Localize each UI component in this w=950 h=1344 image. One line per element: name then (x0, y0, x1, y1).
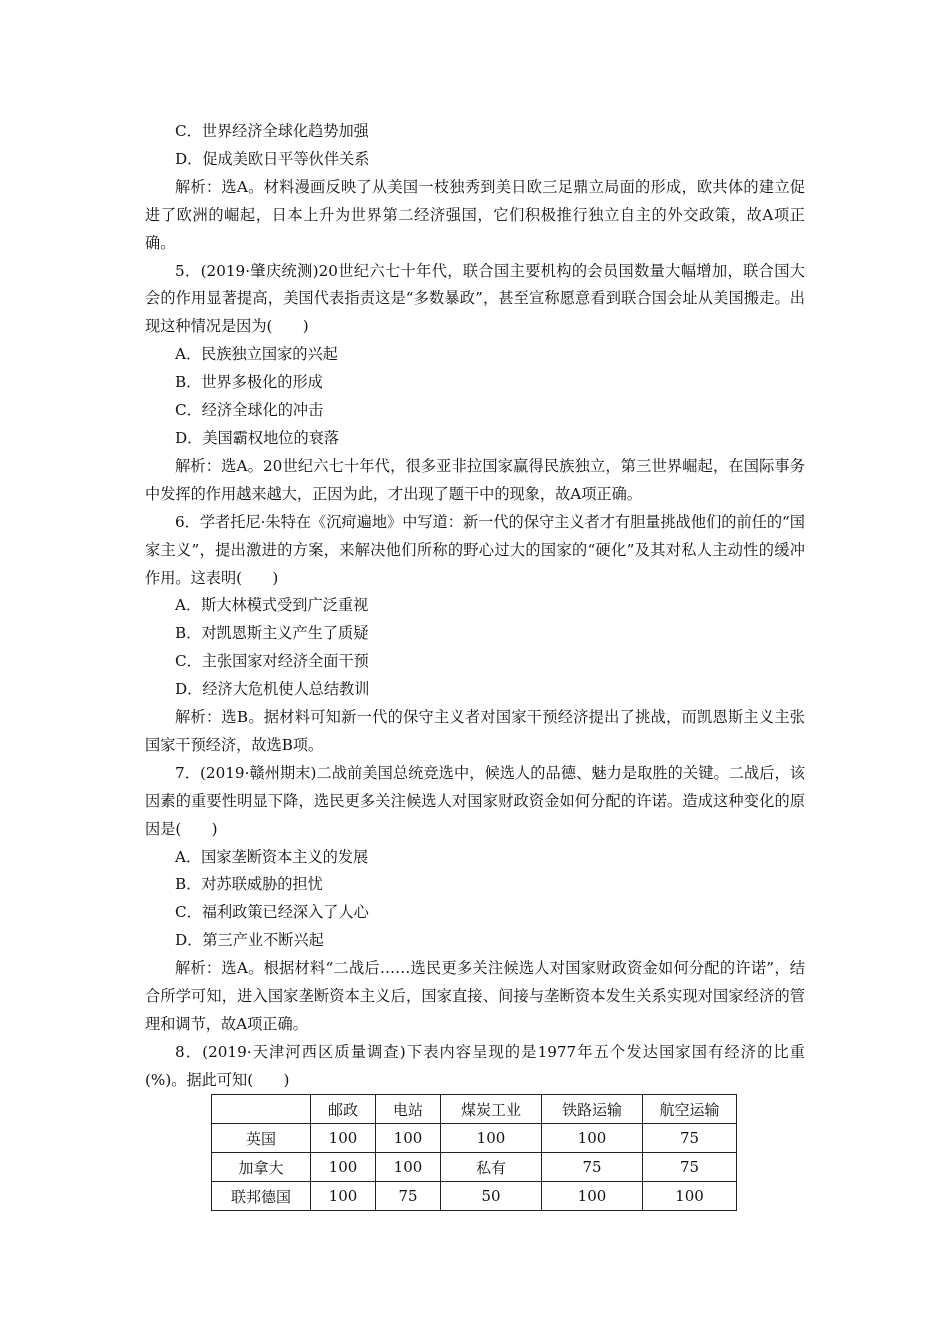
q6-analysis: 解析：选B。据材料可知新一代的保守主义者对国家干预经济提出了挑战，而凯恩斯主义主张国家干预经济，故选B项。 (145, 708, 805, 754)
table-cell: 100 (542, 1182, 643, 1211)
table-cell: 75 (542, 1153, 643, 1182)
table-row (212, 1124, 737, 1153)
table-cell: 100 (311, 1124, 376, 1153)
table-cell: 100 (311, 1153, 376, 1182)
table-header-row (212, 1095, 737, 1124)
table-cell: 加拿大 (212, 1153, 311, 1182)
table-cell: 100 (441, 1124, 542, 1153)
table-cell: 私有 (441, 1153, 542, 1182)
table-cell: 75 (643, 1153, 737, 1182)
table-row (212, 1182, 737, 1211)
q7-stem: 7．(2019·赣州期末)二战前美国总统竞选中，候选人的品德、魅力是取胜的关键。二战后，该因素的重要性明显下降，选民更多关注候选人对国家财政资金如何分配的许诺。造成这种变化的原因是( ) (145, 763, 805, 838)
table-header-cell (212, 1095, 311, 1124)
table-cell: 100 (376, 1153, 441, 1182)
table-cell: 100 (643, 1182, 737, 1211)
table-cell: 75 (376, 1182, 441, 1211)
q5-option-d: D．美国霸权地位的衰落 (175, 428, 340, 447)
q6-option-c: C．主张国家对经济全面干预 (175, 652, 369, 671)
table-header-cell: 电站 (376, 1095, 441, 1124)
table-cell: 50 (441, 1182, 542, 1211)
table-cell: 75 (643, 1124, 737, 1153)
table-row (212, 1153, 737, 1182)
q5-option-b: B．世界多极化的形成 (175, 373, 323, 392)
table-cell: 100 (542, 1124, 643, 1153)
q4-option-d: D．促成美欧日平等伙伴关系 (175, 149, 370, 168)
q7-option-b: B．对苏联威胁的担忧 (175, 875, 323, 894)
table-cell: 100 (376, 1124, 441, 1153)
q8-stem: 8．(2019·天津河西区质量调查)下表内容呈现的是1977年五个发达国家国有经济的比重(%)。据此可知( ) (145, 1042, 805, 1089)
table-cell: 100 (311, 1182, 376, 1211)
table-header-cell: 邮政 (311, 1095, 376, 1124)
table-cell: 联邦德国 (212, 1182, 311, 1211)
q6-option-a: A．斯大林模式受到广泛重视 (175, 596, 369, 615)
q6-option-d: D．经济大危机使人总结教训 (175, 680, 370, 699)
table-cell: 英国 (212, 1124, 311, 1153)
table-header-cell: 煤炭工业 (441, 1095, 542, 1124)
q4-analysis: 解析：选A。材料漫画反映了从美国一枝独秀到美日欧三足鼎立局面的形成，欧共体的建立促进了欧洲的崛起，日本上升为世界第二经济强国，它们积极推行独立自主的外交政策，故A项正确。 (145, 177, 805, 252)
q7-option-d: D．第三产业不断兴起 (175, 931, 324, 950)
q7-option-a: A．国家垄断资本主义的发展 (175, 847, 369, 866)
q5-stem: 5．(2019·肇庆统测)20世纪六七十年代，联合国主要机构的会员国数量大幅增加，联合国大会的作用显著提高，美国代表指责这是“多数暴政”，甚至宣称愿意看到联合国会址从美国搬走。出现这种情况是因为( ) (145, 261, 805, 336)
q4-option-c: C．世界经济全球化趋势加强 (175, 122, 369, 140)
state-ownership-table (211, 1094, 737, 1211)
q6-option-b: B．对凯恩斯主义产生了质疑 (175, 624, 369, 643)
q6-stem: 6．学者托尼·朱特在《沉疴遍地》中写道：新一代的保守主义者才有胆量挑战他们的前任的“国家主义”，提出激进的方案，来解决他们所称的野心过大的国家的“硬化”及其对私人主动性的缓冲作用。这表明( ) (145, 512, 805, 587)
q7-option-c: C．福利政策已经深入了人心 (175, 903, 369, 922)
q5-analysis: 解析：选A。20世纪六七十年代，很多亚非拉国家赢得民族独立，第三世界崛起，在国际事务中发挥的作用越来越大，正因为此，才出现了题干中的现象，故A项正确。 (145, 456, 805, 503)
table-header-cell: 航空运输 (643, 1095, 737, 1124)
q7-analysis: 解析：选A。根据材料“二战后……选民更多关注候选人对国家财政资金如何分配的许诺”，结合所学可知，进入国家垄断资本主义后，国家直接、间接与垄断资本发生关系实现对国家经济的管理和调节，故A项正确。 (145, 959, 805, 1033)
table-header-cell: 铁路运输 (542, 1095, 643, 1124)
document-page (145, 118, 805, 1095)
q5-option-a: A．民族独立国家的兴起 (175, 345, 338, 364)
q5-option-c: C．经济全球化的冲击 (175, 401, 324, 420)
